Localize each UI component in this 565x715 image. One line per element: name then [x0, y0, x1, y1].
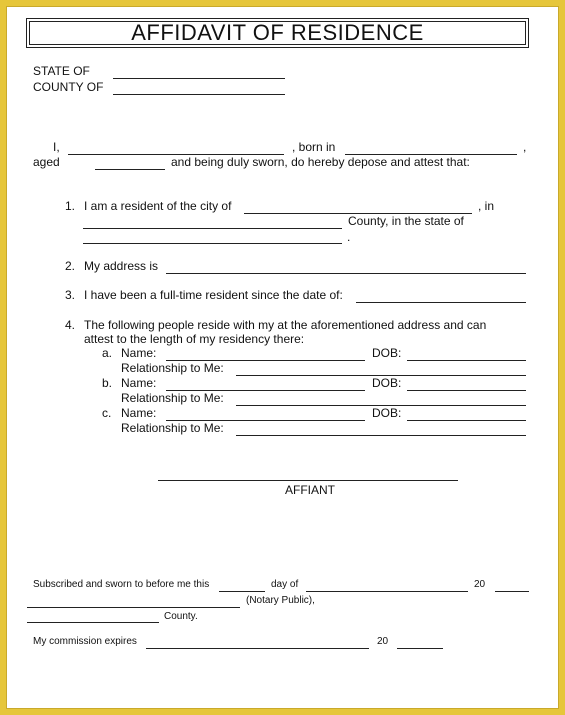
- state-field[interactable]: [113, 78, 285, 79]
- intro-aged: aged: [33, 155, 60, 169]
- notary-subscribed: Subscribed and sworn to before me this: [33, 579, 210, 590]
- person-a-dob-field[interactable]: [407, 360, 526, 361]
- person-a-dob-label: DOB:: [372, 346, 402, 360]
- intro-i: I,: [53, 140, 60, 154]
- residency-date-field[interactable]: [356, 302, 526, 303]
- item-1-period: .: [347, 230, 351, 244]
- item-2-number: 2.: [65, 259, 76, 273]
- person-c-rel-field[interactable]: [236, 435, 526, 436]
- person-c-name-label: Name:: [121, 406, 157, 420]
- person-b-dob-field[interactable]: [407, 390, 526, 391]
- notary-year-prefix-1: 20: [474, 579, 486, 590]
- person-c-dob-label: DOB:: [372, 406, 402, 420]
- item-1-county: County, in the state of: [348, 214, 464, 228]
- notary-county-field[interactable]: [27, 622, 159, 623]
- item-3-number: 3.: [65, 288, 76, 302]
- notary-county-label: County.: [164, 611, 198, 622]
- person-a-letter: a.: [102, 346, 113, 360]
- county-of-city-field[interactable]: [83, 228, 342, 229]
- state-label: STATE OF: [33, 64, 90, 78]
- item-4-text: The following people reside with my at the aforementioned address and can: [84, 318, 487, 332]
- person-b-dob-label: DOB:: [372, 376, 402, 390]
- page-title: AFFIDAVIT OF RESIDENCE: [29, 21, 526, 45]
- notary-commission-field[interactable]: [146, 648, 369, 649]
- county-field[interactable]: [113, 94, 285, 95]
- item-4-text-2: attest to the length of my residency there:: [84, 332, 305, 346]
- affiant-label: AFFIANT: [285, 483, 335, 497]
- notary-commission-label: My commission expires: [33, 636, 137, 647]
- age-field[interactable]: [95, 169, 165, 170]
- person-b-letter: b.: [102, 376, 113, 390]
- address-field[interactable]: [166, 273, 526, 274]
- notary-year-field-1[interactable]: [495, 591, 529, 592]
- notary-public-name-field[interactable]: [27, 607, 240, 608]
- title-box: [26, 18, 529, 48]
- person-a-name-label: Name:: [121, 346, 157, 360]
- intro-sworn: and being duly sworn, do hereby depose and attest that:: [171, 155, 470, 169]
- item-3-text: I have been a full-time resident since the date of:: [84, 288, 343, 302]
- person-c-rel-label: Relationship to Me:: [121, 421, 224, 435]
- notary-month-field[interactable]: [306, 591, 468, 592]
- intro-born-in: , born in: [292, 140, 336, 154]
- county-label: COUNTY OF: [33, 80, 104, 94]
- notary-year-field-2[interactable]: [397, 648, 443, 649]
- item-2-text: My address is: [84, 259, 159, 273]
- item-1-number: 1.: [65, 199, 76, 213]
- notary-public-label: (Notary Public),: [246, 595, 315, 606]
- person-c-dob-field[interactable]: [407, 420, 526, 421]
- affidavit-page: [6, 6, 559, 709]
- notary-day-field[interactable]: [219, 591, 265, 592]
- item-1-in: , in: [478, 199, 495, 213]
- item-1-text: I am a resident of the city of: [84, 199, 232, 213]
- intro-comma: ,: [523, 140, 527, 154]
- person-b-rel-label: Relationship to Me:: [121, 391, 224, 405]
- state-of-city-field[interactable]: [83, 243, 342, 244]
- affiant-signature-field[interactable]: [158, 480, 458, 481]
- person-a-rel-label: Relationship to Me:: [121, 361, 224, 375]
- person-c-letter: c.: [102, 406, 112, 420]
- notary-day-of: day of: [271, 579, 299, 590]
- person-b-name-label: Name:: [121, 376, 157, 390]
- notary-year-prefix-2: 20: [377, 636, 389, 647]
- item-4-number: 4.: [65, 318, 76, 332]
